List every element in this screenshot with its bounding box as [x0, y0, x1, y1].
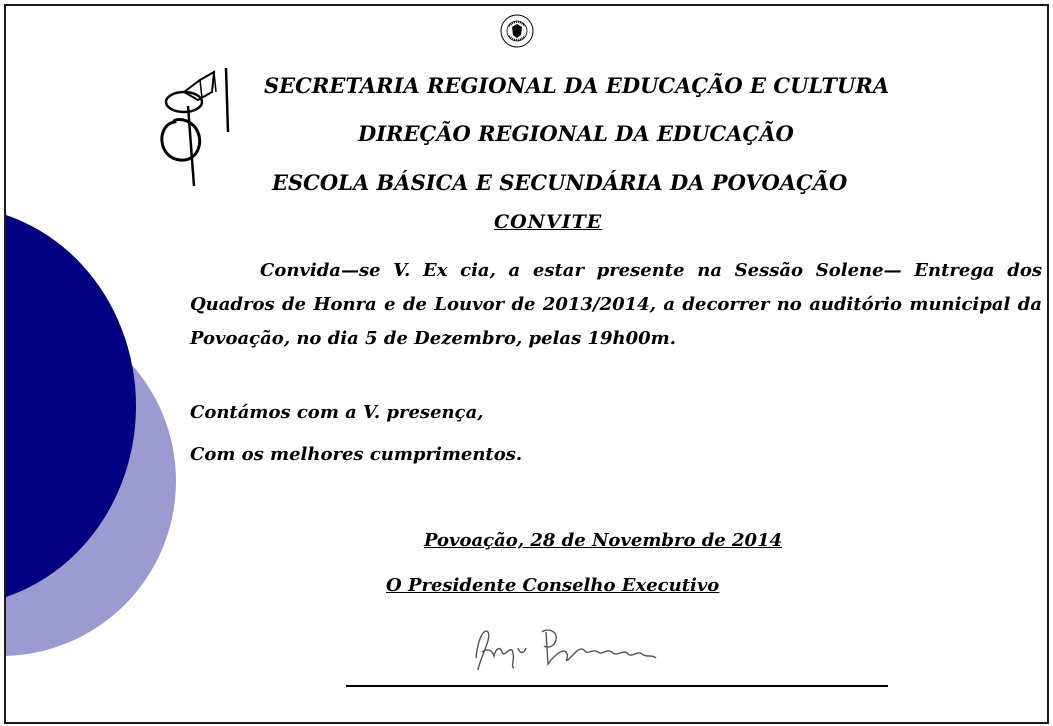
- invitation-page: [4, 4, 1049, 724]
- invitation-body: [190, 254, 1042, 356]
- header-secretaria: SECRETARIA REGIONAL DA EDUCAÇÃO E CULTURA: [264, 73, 890, 98]
- body-details: , a decorrer no auditório municipal da Povoação, no dia 5 de Dezembro, pelas 19h00m.: [190, 294, 1042, 349]
- school-book-logo-icon: [154, 62, 234, 192]
- signer-role: O Presidente Conselho Executivo: [386, 575, 720, 596]
- header-direcao: DIREÇÃO REGIONAL DA EDUCAÇÃO: [358, 121, 794, 146]
- coat-of-arms-seal-icon: [500, 14, 534, 48]
- document-date: Povoação, 28 de Novembro de 2014: [424, 530, 783, 551]
- handwritten-signature: [466, 618, 706, 678]
- body-event: Entrega dos Quadros de Honra e de Louvor de 2013/2014: [190, 260, 1042, 315]
- closing-regards: Com os melhores cumprimentos.: [190, 444, 523, 465]
- header-escola: ESCOLA BÁSICA E SECUNDÁRIA DA POVOAÇÃO: [272, 170, 848, 195]
- document-title: CONVITE: [494, 211, 603, 233]
- closing-presence: Contámos com a V. presença,: [190, 402, 484, 423]
- body-intro: Convida—se V. Ex cia, a estar presente na Sessão Solene—: [260, 260, 902, 281]
- signature-line: [346, 685, 888, 687]
